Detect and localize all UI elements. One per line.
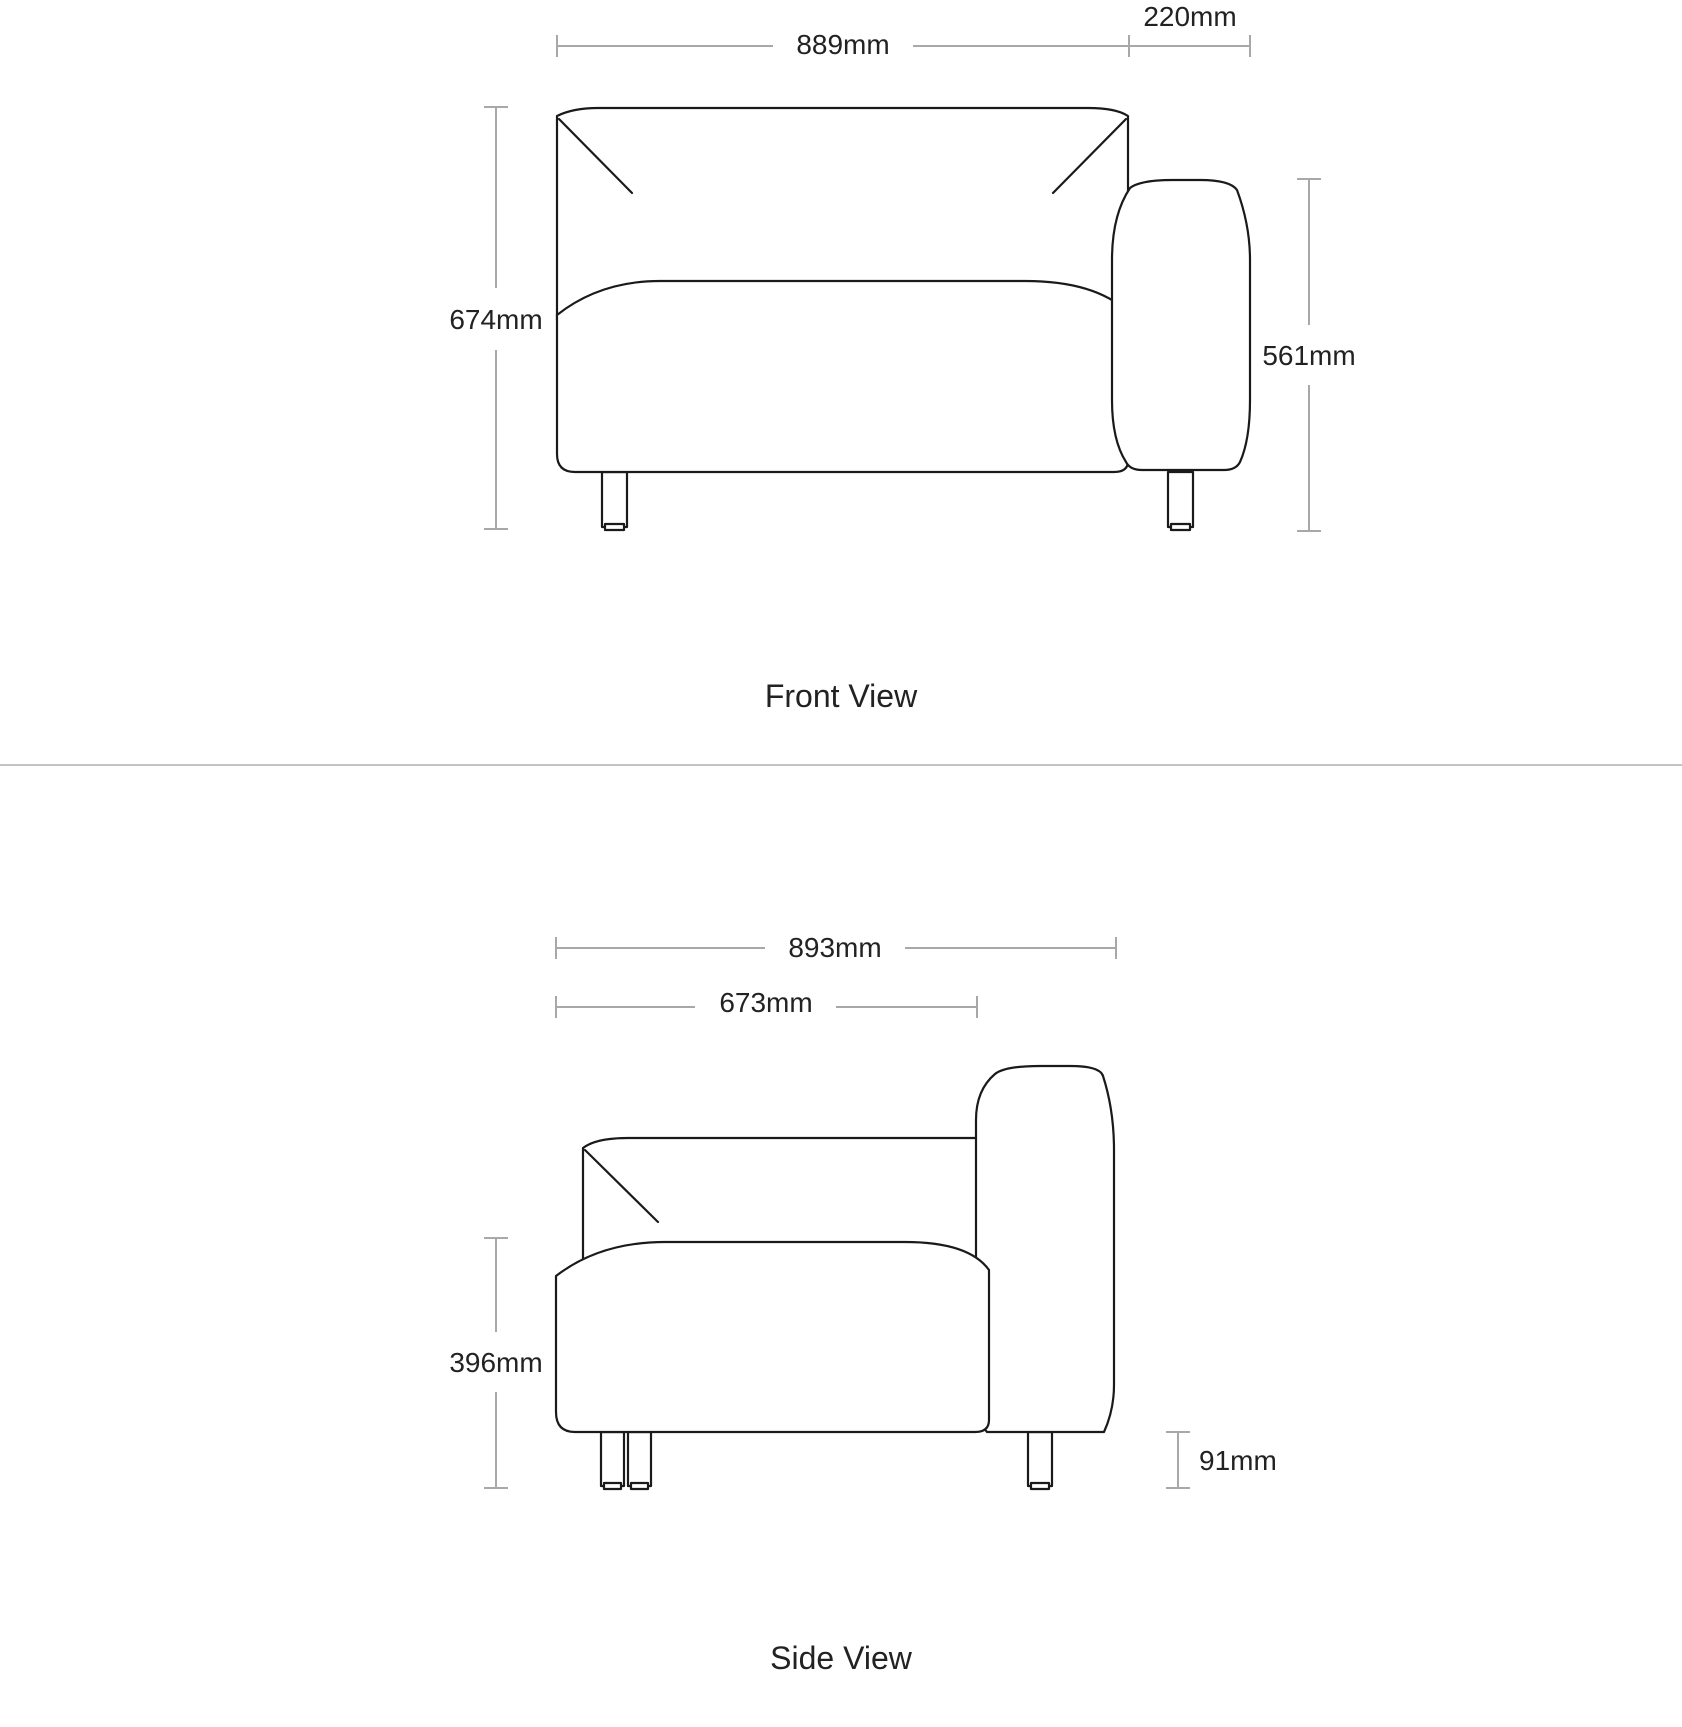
side-dim-leg-height [1166,1432,1277,1488]
side-leg-front-1 [601,1432,624,1489]
front-view-caption: Front View [764,678,918,714]
side-leg-front-2 [628,1432,651,1489]
front-seat-cushion [557,281,1128,472]
side-back-cushion [976,1066,1114,1432]
front-dim-overall-width [557,29,1129,60]
front-arm-width-label: 220mm [1143,1,1237,32]
front-overall-height-label: 674mm [449,304,543,335]
side-seat-depth-label: 673mm [719,987,813,1018]
front-arm [1112,180,1250,470]
side-leg-height-label: 91mm [1199,1445,1277,1476]
side-overall-depth-label: 893mm [788,932,882,963]
front-overall-width-label: 889mm [796,29,890,60]
front-leg-right [1168,472,1193,530]
side-leg-back [1028,1432,1052,1489]
side-dim-seat-height [449,1238,542,1488]
front-dim-arm-width [1129,1,1250,57]
side-seat-height-label: 396mm [449,1347,543,1378]
side-dim-seat-depth [556,987,977,1018]
side-seat-cushion [556,1242,989,1432]
side-view [449,932,1276,1676]
front-view [449,1,1355,714]
side-dim-overall-depth [556,932,1116,963]
front-leg-left [602,472,627,530]
front-dim-arm-height [1262,179,1355,531]
side-view-caption: Side View [770,1640,912,1676]
front-dim-overall-height [449,107,542,529]
front-arm-height-label: 561mm [1262,340,1356,371]
